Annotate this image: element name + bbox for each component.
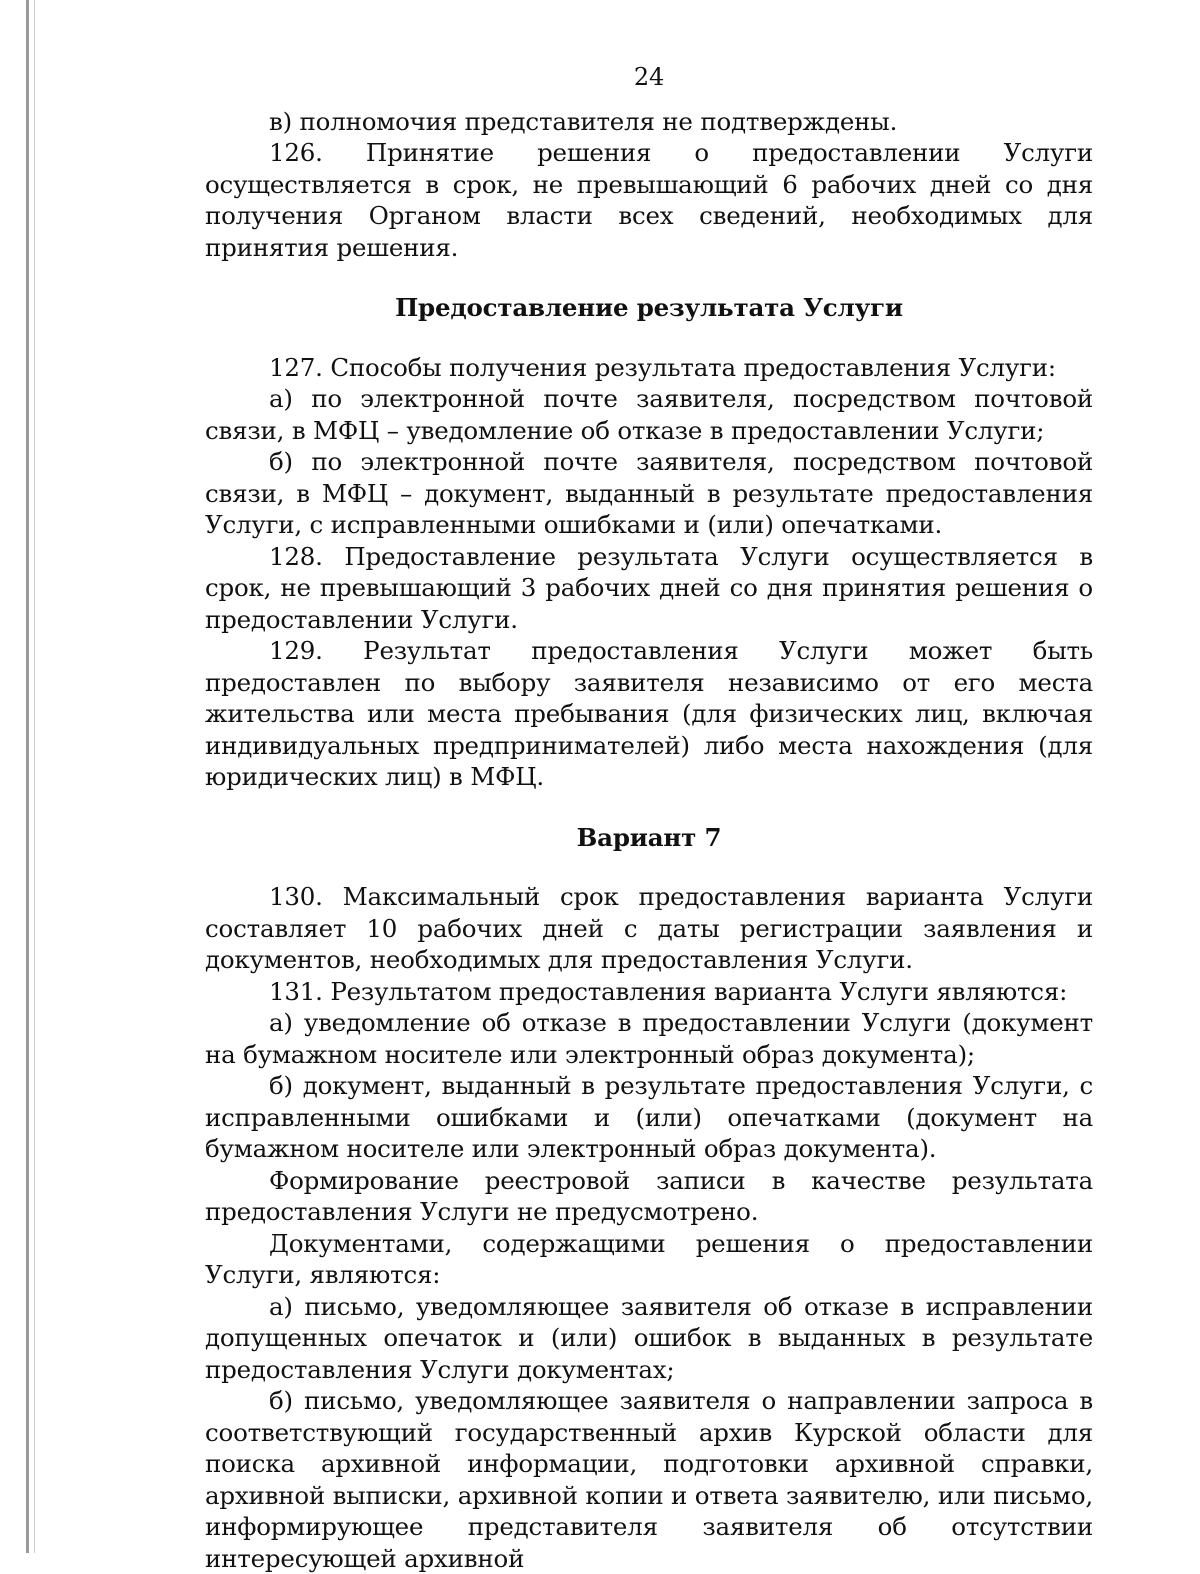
paragraph-127-a: а) по электронной почте заявителя, посредством почтовой связи, в МФЦ – уведомление об отказе в предоставлении Услуги; [205,384,1093,445]
paragraph-129: 129. Результат предоставления Услуги может быть предоставлен по выбору заявителя независимо от его места жительства или места пребывания (для физических лиц, включая индивидуальных предпринимателей) либо места нахождения (для юридических лиц) в МФЦ. [205,636,1093,791]
paragraph-registry-record: Формирование реестровой записи в качестве результата предоставления Услуги не предусмотрено. [205,1165,1093,1226]
document-page [205,62,1093,1574]
paragraph-127-b: б) по электронной почте заявителя, посредством почтовой связи, в МФЦ – документ, выданный в результате предоставления Услуги, с исправленными ошибками и (или) опечатками. [205,447,1093,539]
paragraph-130: 130. Максимальный срок предоставления варианта Услуги составляет 10 рабочих дней с даты регистрации заявления и документов, необходимых для предоставления Услуги. [205,882,1093,974]
section-heading-variant-7: Вариант 7 [576,822,722,852]
page-number: 24 [633,63,665,91]
paragraph-item-v: в) полномочия представителя не подтверждены. [269,106,898,136]
paragraph-128: 128. Предоставление результата Услуги осуществляется в срок, не превышающий 3 рабочих дней со дня принятия решения о предоставлении Услуги. [205,541,1093,634]
paragraph-decision-b: б) письмо, уведомляющее заявителя о направлении запроса в соответствующий государственный архив Курской области для поиска архивной информации, подготовки архивной справки, архивной выписки, архивной копии и ответа заявителю, или письмо, информирующее представителя заявителя об отсутствии интересующей архивной [205,1386,1093,1573]
paragraph-decision-a: а) письмо, уведомляющее заявителя об отказе в исправлении допущенных опечаток и (или) ошибок в выданных в результате предоставления Услуги документах; [205,1291,1093,1384]
paragraph-131-b: б) документ, выданный в результате предоставления Услуги, с исправленными ошибками и (или) опечатками (документ на бумажном носителе или электронный образ документа). [205,1071,1093,1163]
scan-left-edge-shadow [34,0,35,1553]
section-heading-result: Предоставление результата Услуги [395,293,903,322]
paragraph-131-a: а) уведомление об отказе в предоставлении Услуги (документ на бумажном носителе или электронный образ документа); [205,1008,1093,1069]
paragraph-131: 131. Результатом предоставления варианта Услуги являются: [269,976,1068,1006]
scan-left-edge [26,0,29,1553]
paragraph-decision-documents: Документами, содержащими решения о предоставлении Услуги, являются: [205,1228,1093,1289]
paragraph-127: 127. Способы получения результата предоставления Услуги: [269,352,1056,382]
paragraph-126: 126. Принятие решения о предоставлении Услуги осуществляется в срок, не превышающий 6 рабочих дней со дня получения Органом власти всех сведений, необходимых для принятия решения. [205,138,1093,262]
